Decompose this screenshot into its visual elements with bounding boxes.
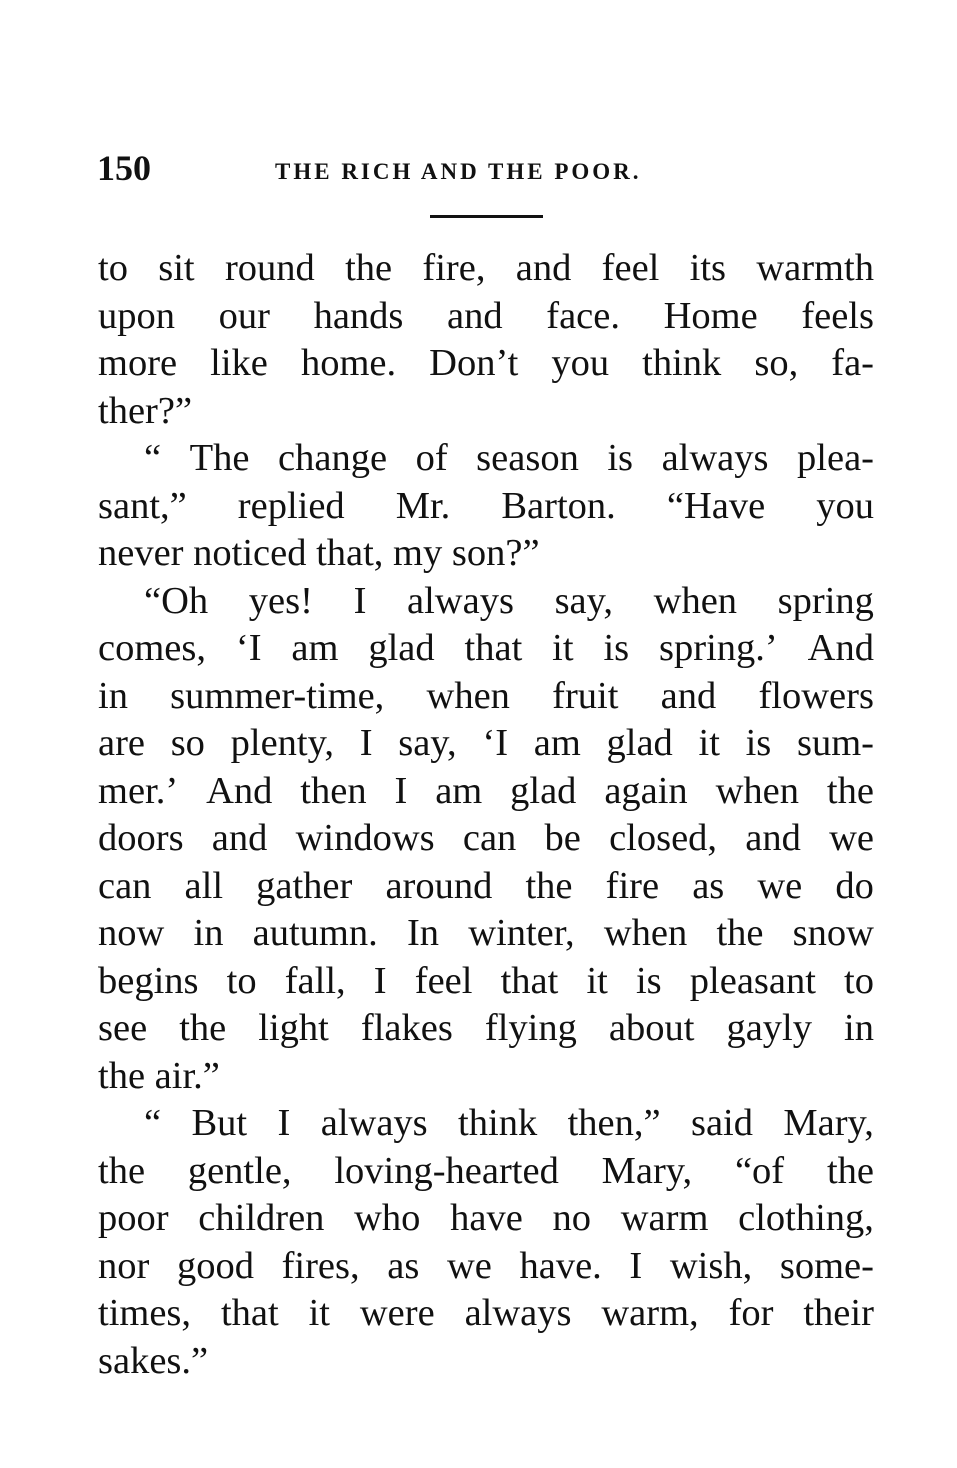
text-line: now in autumn. In winter, when the snow [98,912,874,954]
text-line: are so plenty, I say, ‘I am glad it is sum- [98,722,874,764]
text-line: “ But I always think then,” said Mary, [144,1102,874,1144]
text-line: “ The change of season is always plea- [144,437,874,479]
text-line: nor good fires, as we have. I wish, some- [98,1244,874,1287]
text-line: ther?” [98,389,193,432]
body-text [98,245,874,1385]
text-line: never noticed that, my son?” [98,532,540,574]
text-line: comes, ‘I am glad that it is spring.’ And [98,627,874,669]
text-line: the air.” [98,1054,220,1097]
text-line: can all gather around the fire as we do [98,864,874,907]
text-line: sant,” replied Mr. Barton. “Have you [98,484,874,527]
page-number: 150 [97,148,151,188]
text-line: poor children who have no warm clothing, [98,1197,874,1239]
text-line: mer.’ And then I am glad again when the [98,769,874,812]
text-line: to sit round the fire, and feel its warmth [98,247,874,289]
header-rule [430,215,543,218]
text-line: sakes.” [98,1339,209,1382]
text-line: more like home. Don’t you think so, fa- [98,342,874,384]
text-line: in summer-time, when fruit and flowers [98,674,874,717]
text-line: the gentle, loving-hearted Mary, “of the [98,1149,874,1192]
text-line: times, that it were always warm, for their [98,1292,874,1334]
text-line: doors and windows can be closed, and we [98,817,874,859]
running-title: THE RICH AND THE POOR. [275,159,642,184]
text-line: see the light flakes flying about gayly in [98,1007,874,1049]
text-line: “Oh yes! I always say, when spring [144,579,874,622]
text-line: begins to fall, I feel that it is pleasant to [98,959,874,1002]
text-line: upon our hands and face. Home feels [98,294,874,337]
